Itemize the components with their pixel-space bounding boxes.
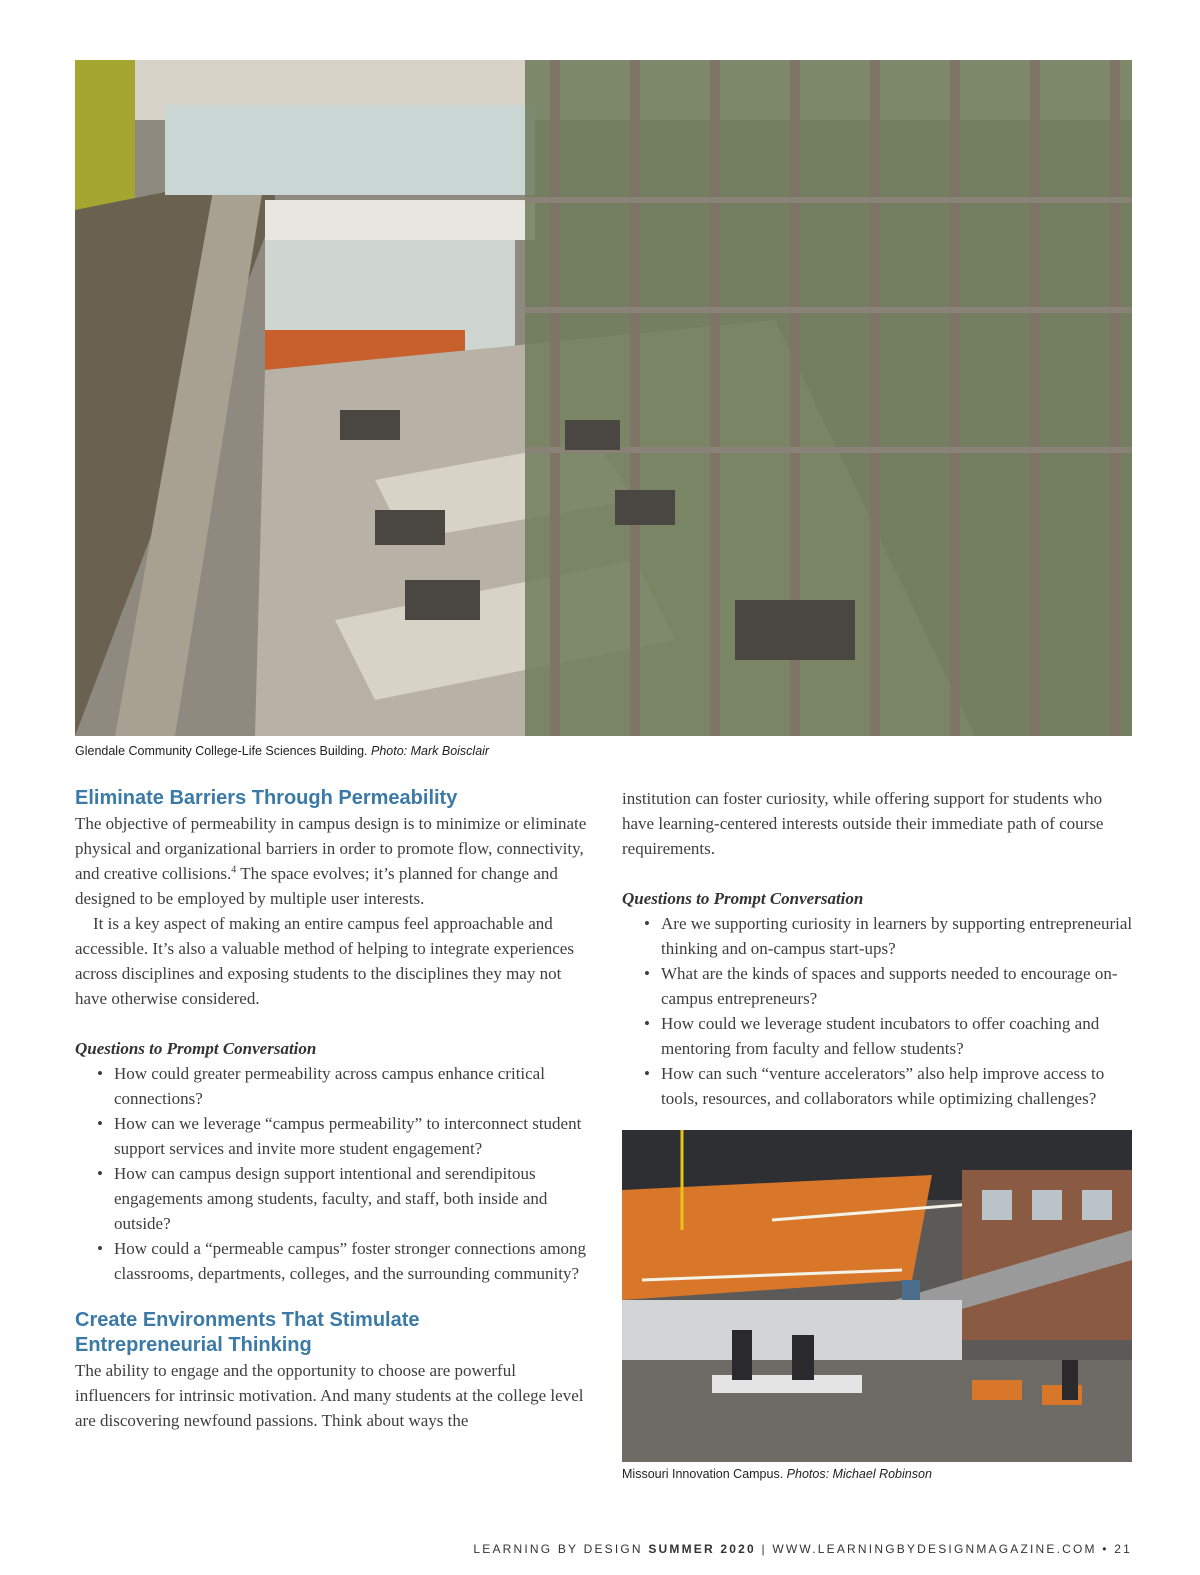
list-item: • How can such “venture accelerators” also help improve access to tools, resources, and collaborators while optimizing challenges? bbox=[644, 1061, 1137, 1111]
questions-list bbox=[622, 911, 1137, 1111]
atrium-cafe-illustration bbox=[75, 60, 1132, 736]
caption-text: Missouri Innovation Campus. bbox=[622, 1467, 784, 1481]
heading-line: Entrepreneurial Thinking bbox=[75, 1334, 312, 1356]
questions-heading: Questions to Prompt Conversation bbox=[622, 889, 864, 908]
body-paragraph: institution can foster curiosity, while offering support for students who have learning-centered interests outside their immediate path of course requirements. bbox=[622, 789, 1104, 858]
list-item: • What are the kinds of spaces and supports needed to encourage on-campus entrepreneurs? bbox=[644, 961, 1137, 1011]
list-item: • How could we leverage student incubators to offer coaching and mentoring from faculty and fellow students? bbox=[644, 1011, 1137, 1061]
photo-credit: Photo: Mark Boisclair bbox=[371, 744, 490, 758]
hero-photo-caption bbox=[75, 744, 489, 758]
heading-line: Create Environments That Stimulate bbox=[75, 1309, 420, 1331]
list-item: • How could greater permeability across campus enhance critical connections? bbox=[97, 1061, 590, 1111]
hero-photo bbox=[75, 60, 1132, 736]
paragraph-text: The objective of permeability in campus design is to minimize or eliminate physical and organizational barriers in order to promote flow, connectivity, and creative collisions. bbox=[75, 814, 587, 883]
footer-separator: | bbox=[761, 1542, 767, 1556]
body-paragraph bbox=[75, 811, 590, 911]
footer-bullet: • bbox=[1102, 1542, 1109, 1556]
questions-heading: Questions to Prompt Conversation bbox=[75, 1039, 317, 1058]
section-heading-permeability: Eliminate Barriers Through Permeability bbox=[75, 787, 458, 809]
footnote-marker: 4 bbox=[231, 864, 237, 876]
list-item: • Are we supporting curiosity in learners by supporting entrepreneurial thinking and on-campus start-ups? bbox=[644, 911, 1137, 961]
list-item: • How can campus design support intentional and serendipitous engagements among students, faculty, and staff, both inside and outside? bbox=[97, 1161, 590, 1236]
list-item: • How could a “permeable campus” foster stronger connections among classrooms, departments, colleges, and the surrounding community? bbox=[97, 1236, 590, 1286]
caption-text: Glendale Community College-Life Sciences Building. bbox=[75, 744, 368, 758]
right-column bbox=[622, 786, 1137, 1111]
magazine-name: LEARNING BY DESIGN bbox=[473, 1542, 643, 1556]
body-paragraph: The ability to engage and the opportunity to choose are powerful influencers for intrinsic motivation. And many students at the college level are discovering newfound passions. Think about ways the bbox=[75, 1361, 584, 1430]
list-item: • How can we leverage “campus permeability” to interconnect student support services and invite more student engagement? bbox=[97, 1111, 590, 1161]
section-heading-entrepreneurial bbox=[75, 1308, 590, 1358]
page-footer bbox=[473, 1542, 1132, 1556]
page-number: 21 bbox=[1114, 1542, 1132, 1556]
issue-label: SUMMER 2020 bbox=[648, 1542, 756, 1556]
photo-credit: Photos: Michael Robinson bbox=[786, 1467, 932, 1481]
body-paragraph: It is a key aspect of making an entire campus feel approachable and accessible. It’s also a valuable method of helping to integrate experiences across disciplines and exposing students to the disciplines they may not have otherwise considered. bbox=[75, 914, 574, 1008]
questions-list bbox=[75, 1061, 590, 1286]
missouri-photo-caption bbox=[622, 1467, 932, 1481]
website-link[interactable]: WWW.LEARNINGBYDESIGNMAGAZINE.COM bbox=[772, 1542, 1097, 1556]
innovation-campus-illustration bbox=[622, 1130, 1132, 1462]
left-column bbox=[75, 786, 590, 1433]
missouri-campus-photo bbox=[622, 1130, 1132, 1462]
paragraph-text: The space evolves; it’s planned for change and designed to be employed by multiple user interests. bbox=[75, 864, 558, 908]
